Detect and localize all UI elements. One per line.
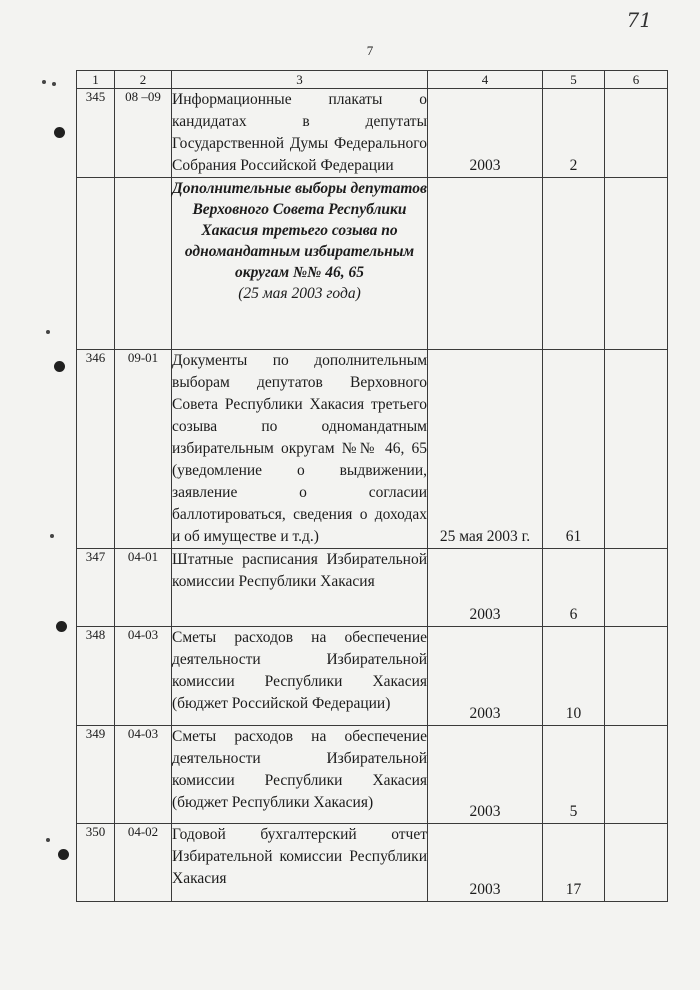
- table-row: [77, 350, 668, 549]
- row-number: 346: [77, 350, 115, 549]
- header-col-4: 4: [428, 71, 543, 89]
- table-row: [77, 549, 668, 627]
- row-date: 2003: [428, 627, 543, 726]
- section-title-cell: [172, 178, 428, 350]
- row-index: 04-03: [115, 627, 172, 726]
- section-empty-cell: [605, 178, 668, 350]
- row-count: 10: [543, 627, 605, 726]
- binder-speck: [52, 82, 56, 86]
- binder-hole: [54, 361, 65, 372]
- row-title: Сметы расходов на обеспечение деятельности Избирательной комиссии Республики Хакасия (бюджет Российской Федерации): [172, 627, 428, 726]
- row-number: 345: [77, 89, 115, 178]
- header-col-1: 1: [77, 71, 115, 89]
- section-empty-cell: [543, 178, 605, 350]
- row-note: [605, 549, 668, 627]
- row-count: 17: [543, 824, 605, 902]
- header-col-3: 3: [172, 71, 428, 89]
- row-number: 350: [77, 824, 115, 902]
- row-title: Сметы расходов на обеспечение деятельности Избирательной комиссии Республики Хакасия (бюджет Республики Хакасия): [172, 726, 428, 824]
- header-col-2: 2: [115, 71, 172, 89]
- row-date: 2003: [428, 726, 543, 824]
- row-index: 09-01: [115, 350, 172, 549]
- row-count: 5: [543, 726, 605, 824]
- row-note: [605, 824, 668, 902]
- row-note: [605, 350, 668, 549]
- row-index: 04-03: [115, 726, 172, 824]
- row-index: 08 –09: [115, 89, 172, 178]
- table-row: [77, 726, 668, 824]
- row-number: 349: [77, 726, 115, 824]
- row-count: 6: [543, 549, 605, 627]
- row-title: Штатные расписания Избирательной комиссии Республики Хакасия: [172, 549, 428, 627]
- row-index: 04-01: [115, 549, 172, 627]
- row-count: 2: [543, 89, 605, 178]
- binder-speck: [42, 80, 46, 84]
- binder-hole: [58, 849, 69, 860]
- handwritten-page-number: 71: [626, 8, 652, 32]
- row-note: [605, 627, 668, 726]
- header-row: [77, 71, 668, 89]
- binder-speck: [46, 330, 50, 334]
- table-row: [77, 627, 668, 726]
- row-title: Информационные плакаты о кандидатах в депутаты Государственной Думы Федерального Собрания Российской Федерации: [172, 89, 428, 178]
- section-empty-cell: [77, 178, 115, 350]
- register-table: [76, 70, 668, 902]
- row-date: 2003: [428, 549, 543, 627]
- row-note: [605, 726, 668, 824]
- section-empty-cell: [428, 178, 543, 350]
- row-title: Документы по дополнительным выборам депутатов Верховного Совета Республики Хакасия третьего созыва по одномандатным избирательным округам №№ 46, 65 (уведомление о выдвижении, заявление о согласии баллотироваться, сведения о доходах и об имуществе и т.д.): [172, 350, 428, 549]
- row-index: 04-02: [115, 824, 172, 902]
- row-number: 348: [77, 627, 115, 726]
- binder-speck: [50, 534, 54, 538]
- table-row: [77, 824, 668, 902]
- row-date: 2003: [428, 89, 543, 178]
- binder-speck: [46, 838, 50, 842]
- section-subheading: (25 мая 2003 года): [238, 285, 361, 302]
- section-empty-cell: [115, 178, 172, 350]
- section-heading: Дополнительные выборы депутатов Верховного Совета Республики Хакасия третьего созыва по одномандатным избирательным округам №№ 46, 65: [172, 180, 427, 281]
- page-number: 7: [366, 43, 374, 58]
- binder-hole: [56, 621, 67, 632]
- section-row: [77, 178, 668, 350]
- header-col-5: 5: [543, 71, 605, 89]
- row-date: 25 мая 2003 г.: [428, 350, 543, 549]
- binder-hole: [54, 127, 65, 138]
- row-note: [605, 89, 668, 178]
- row-title: Годовой бухгалтерский отчет Избирательной комиссии Республики Хакасия: [172, 824, 428, 902]
- row-count: 61: [543, 350, 605, 549]
- header-col-6: 6: [605, 71, 668, 89]
- row-date: 2003: [428, 824, 543, 902]
- row-number: 347: [77, 549, 115, 627]
- table-row: [77, 89, 668, 178]
